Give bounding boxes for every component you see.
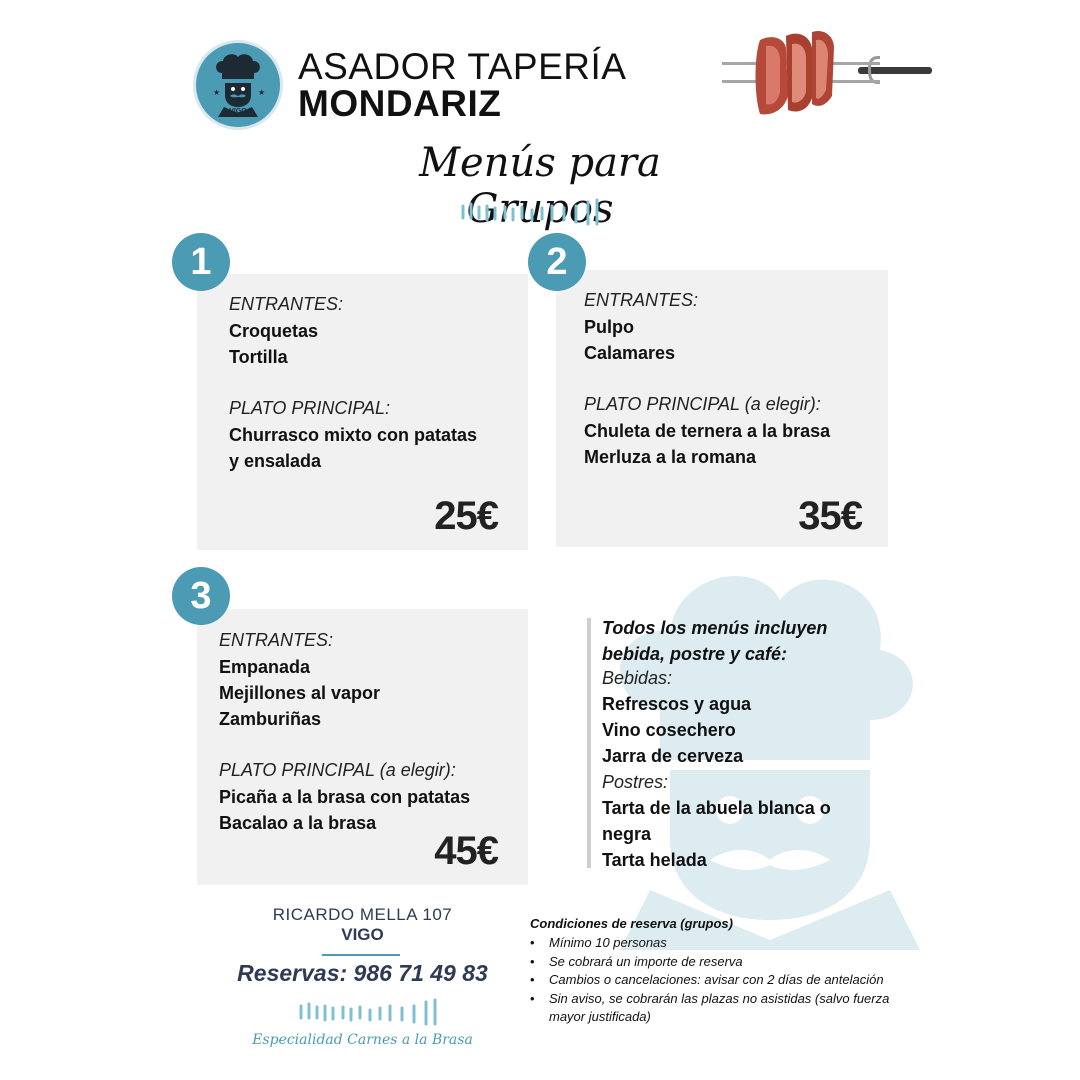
city: VIGO [341,925,384,944]
starters-label: ENTRANTES: [584,290,699,310]
dessert-item: Tarta de la abuela blanca o [602,798,831,818]
brand-name: ASADOR TAPERÍA [298,46,627,87]
svg-text:★: ★ [213,88,221,97]
starter-item: Calamares [584,343,676,363]
logo-text: VIGO [229,108,247,115]
condition-item: • Mínimo 10 personas [530,934,910,953]
starter-item: Mejillones al vapor [219,683,381,703]
menu-number-badge: 2 [528,233,586,291]
desserts-label: Postres: [602,772,669,792]
decorative-ticks [298,998,438,1028]
menu-price: 45€ [434,829,498,873]
drinks-label: Bebidas: [602,668,673,688]
starter-item: Zamburiñas [219,709,322,729]
main-course-label: PLATO PRINCIPAL: [229,398,391,418]
main-course-item: Picaña a la brasa con patatas [219,787,471,807]
dessert-item: Tarta helada [602,850,707,870]
starter-item: Tortilla [229,347,288,367]
condition-item: • Sin aviso, se cobrarán las plazas no asistidas (salvo fuerza mayor justificada) [530,990,910,1027]
starters-label: ENTRANTES: [219,630,334,650]
drink-item: Jarra de cerveza [602,746,744,766]
restaurant-logo [193,40,283,130]
main-course-item: Chuleta de ternera a la brasa [584,421,831,441]
starter-item: Pulpo [584,317,634,337]
brand-location: MONDARIZ [298,83,502,124]
drink-item: Vino cosechero [602,720,736,740]
main-course-item: Churrasco mixto con patatas [229,425,478,445]
svg-text:★: ★ [258,88,266,97]
starter-item: Croquetas [229,321,319,341]
info-divider [587,618,591,868]
meat-fork-image [720,26,938,126]
condition-item: • Cambios o cancelaciones: avisar con 2 días de antelación [530,971,910,990]
main-course-label: PLATO PRINCIPAL (a elegir): [584,394,821,414]
menu-number-badge: 3 [172,567,230,625]
city-underline [322,954,400,956]
menu-title: Menús para Grupos [419,140,661,232]
dessert-item: negra [602,824,652,844]
main-course-item: Merluza a la romana [584,447,757,467]
starter-item: Empanada [219,657,311,677]
main-course-item: Bacalao a la brasa [219,813,377,833]
conditions-title: Condiciones de reserva (grupos) [530,916,733,931]
menu-price: 25€ [434,494,498,538]
menu-price: 35€ [798,494,862,538]
main-course-item: y ensalada [229,451,322,471]
conditions-list [530,934,910,1027]
decorative-ticks [460,198,600,228]
includes-title: Todos los menús incluyen [602,618,828,638]
menu-number-badge: 1 [172,233,230,291]
includes-subtitle: bebida, postre y café: [602,644,788,664]
specialty-tagline: Especialidad Carnes a la Brasa [252,1032,473,1048]
starters-label: ENTRANTES: [229,294,344,314]
condition-item: • Se cobrará un importe de reserva [530,953,910,972]
drink-item: Refrescos y agua [602,694,752,714]
main-course-label: PLATO PRINCIPAL (a elegir): [219,760,456,780]
reservation-phone[interactable]: Reservas: 986 71 49 83 [237,960,488,986]
address: RICARDO MELLA 107 [272,905,453,924]
